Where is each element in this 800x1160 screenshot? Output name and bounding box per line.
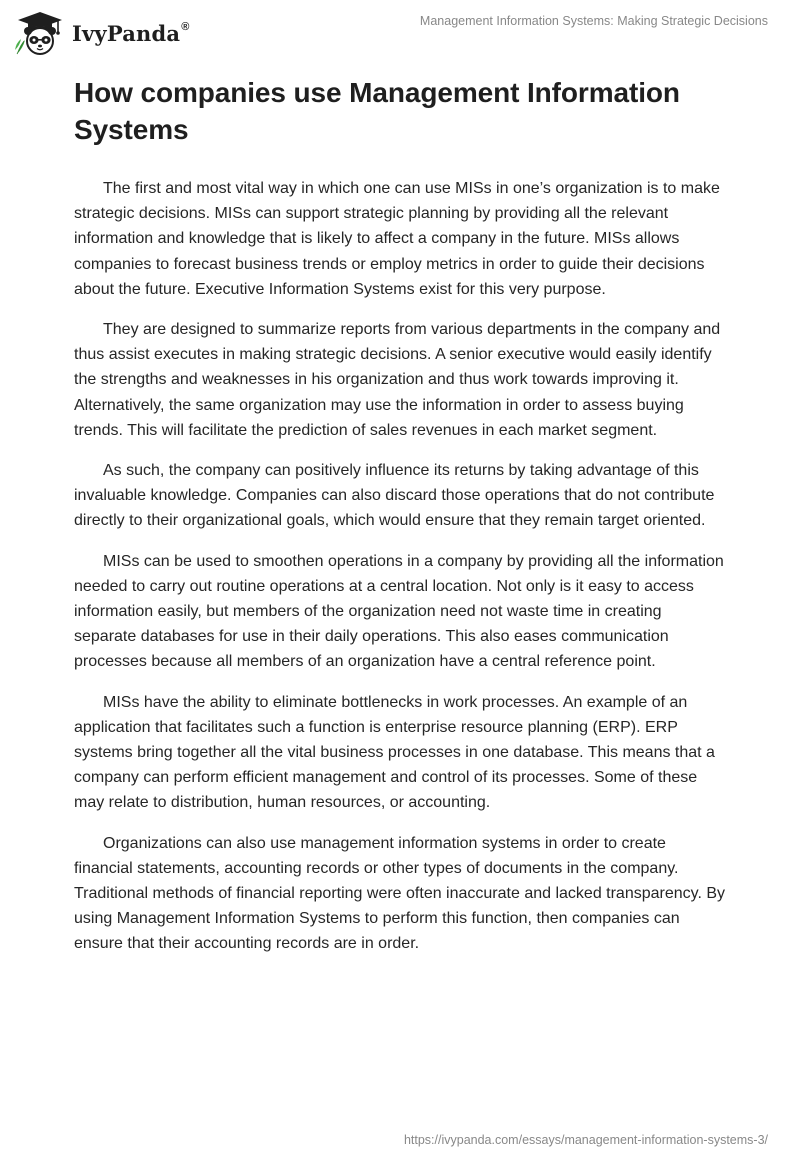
document-title: Management Information Systems: Making Strategic Decisions [419,14,768,28]
paragraph-4: MISs can be used to smoothen operations in a company by providing all the information needed to carry out routine operations at a central location. Not only is it easy to access information easily, but members of the organization need not waste time in creating separate databases for use in their daily operations. This also eases communication processes because all members of an organization have a central reference point. [74,552,724,671]
page-header [0,0,800,66]
section-heading: How companies use Management Information Systems [74,77,680,145]
source-url[interactable]: https://ivypanda.com/essays/management-information-systems-3/ [403,1133,768,1147]
paragraph-2: They are designed to summarize reports from various departments in the company and thus assist executes in making strategic decisions. A senior executive would easily identify the strengths and weaknesses in his organization and thus work towards improving it. Alternatively, the same organization may use the information in order to assess buying trends. This will facilitate the prediction of sales revenues in each market segment. [74,321,721,439]
brand-name: IvyPanda® [72,20,190,46]
article-body [74,74,726,972]
paragraph-6: Organizations can also use management information systems in order to create financial statements, accounting records or other types of documents in the company. Traditional methods of financial reporting were often inaccurate and lacked transparency. By using Management Information Systems to perform this function, then companies can ensure that their accounting records are in order. [74,834,726,953]
paragraph-3: As such, the company can positively influence its returns by taking advantage of this invaluable knowledge. Companies can also discard those operations that do not contribute directly to their organizational goals, which would ensure that they remain target oriented. [74,462,715,530]
paragraph-5: MISs have the ability to eliminate bottlenecks in work processes. An example of an application that facilitates such a function is enterprise resource planning (ERP). ERP systems bring together all the vital business processes in one database. This means that a company can perform efficient management and control of its processes. Some of these may relate to distribution, human resources, or accounting. [74,693,715,812]
panda-graduate-icon [14,10,66,56]
brand-logo[interactable] [14,10,190,56]
registered-mark: ® [181,20,190,33]
paragraph-1: The first and most vital way in which one can use MISs in one’s organization is to make strategic decisions. MISs can support strategic planning by providing all the relevant information and knowledge that is likely to affect a company in the future. MISs allows companies to forecast business trends or employ metrics in order to guide their decisions about the future. Executive Information Systems exist for this very purpose. [74,180,720,298]
